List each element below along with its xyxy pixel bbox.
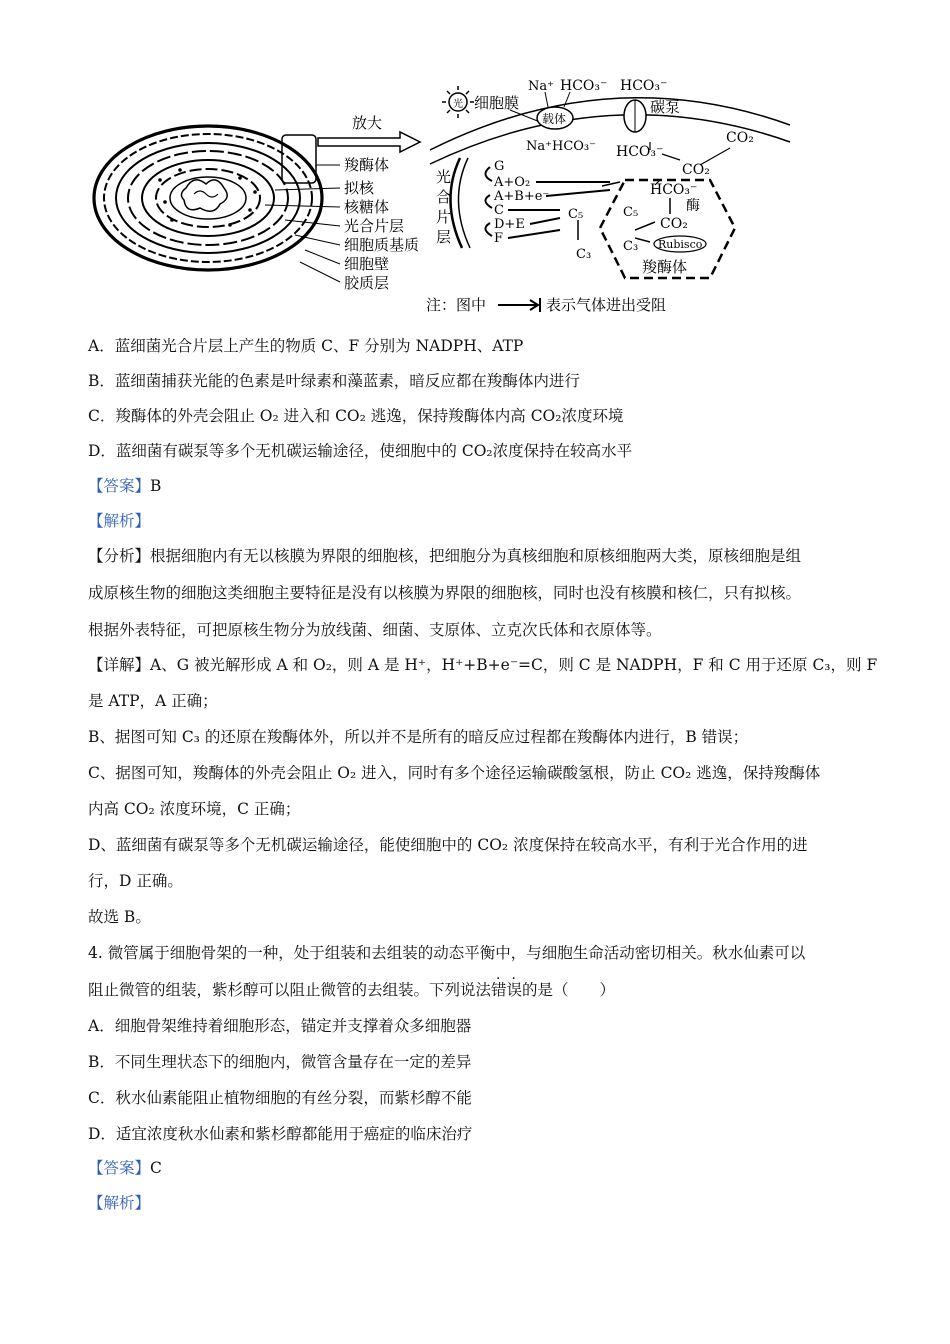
carb-c3-label: C₃ [623, 239, 639, 254]
carboxysome-label: 羧酶体 [642, 258, 688, 276]
cell-label-gel-layer: 胶质层 [344, 274, 390, 292]
photo-item-g: G [494, 159, 505, 174]
photo-item-d-e: D+E [494, 217, 525, 232]
q3-detail-line-4: C、据图可知，羧酶体的外壳会阻止 O₂ 进入，同时有多个途径运输碳酸氢根，防止 CO₂ 逃逸，保持羧酶体 [88, 764, 821, 782]
q3-conclusion: 故选 B。 [88, 908, 151, 926]
c3-left-label: C₃ [576, 247, 592, 262]
q3-fenxi-line-2: 成原核生物的细胞这类细胞主要特征是没有以核膜为界限的细胞核，同时也没有核膜和核仁，只有拟核。 [88, 584, 802, 602]
cell-label-thylakoid: 光合片层 [344, 217, 405, 235]
svg-text:光: 光 [453, 99, 463, 110]
cell-label-ribosome: 核糖体 [344, 198, 390, 216]
c5-left-label: C₅ [568, 207, 584, 222]
q3-option-d: D．蓝细菌有碳泵等多个无机碳运输途径，使细胞中的 CO₂浓度保持在较高水平 [88, 442, 633, 460]
cyanobacteria-figure [90, 70, 850, 320]
q3-analysis-heading [88, 511, 150, 531]
emphasis-char-1: 错 [491, 981, 507, 999]
enzyme-label: 酶 [686, 198, 700, 214]
sun-icon [442, 86, 474, 118]
co2-outside-label: CO₂ [726, 130, 754, 146]
analysis-tag: 【解析】 [88, 512, 151, 530]
q3-answer [88, 476, 161, 496]
q4-stem-paren: 的是（ ） [522, 981, 616, 999]
fenxi-text: 根据细胞内有无以核膜为界限的细胞核，把细胞分为真核细胞和原核细胞两大类，原核细胞是组 [150, 547, 802, 565]
hco3-pump-label: HCO₃⁻ [620, 78, 668, 94]
q3-option-a: A．蓝细菌光合片层上产生的物质 C、F 分别为 NADPH、ATP [88, 337, 524, 355]
hco3-top-label: HCO₃⁻ [560, 78, 608, 94]
q3-fenxi-line-3: 根据外表特征，可把原核生物分为放线菌、细菌、支原体、立克次氏体和衣原体等。 [88, 621, 662, 639]
q3-detail-line-1 [88, 655, 877, 675]
q3-option-b: B．蓝细菌捕获光能的色素是叶绿素和藻蓝素，暗反应都在羧酶体内进行 [88, 372, 580, 390]
answer-value: B [150, 477, 162, 495]
q3-fenxi-line-1 [88, 546, 801, 566]
photo-item-a-b-e: A+B+e⁻ [494, 189, 550, 204]
cell-label-carboxysome: 羧酶体 [344, 156, 390, 174]
q3-option-c: C．羧酶体的外壳会阻止 O₂ 进入和 CO₂ 逃逸，保持羧酶体内高 CO₂浓度环境 [88, 407, 624, 425]
q4-answer-value: C [150, 1159, 162, 1177]
carbon-pump-label: 碳泵 [650, 98, 681, 116]
detail-text: A、G 被光解形成 A 和 O₂，则 A 是 H⁺，H⁺+B+e⁻=C，则 C 是 NADPH，F 和 C 用于还原 C₃，则 F [150, 656, 878, 674]
svg-text:合: 合 [436, 188, 452, 206]
cell-label-nucleoid: 拟核 [344, 179, 375, 197]
q3-detail-line-5: 内高 CO₂ 浓度环境，C 正确； [88, 800, 301, 818]
carb-hco3-label: HCO₃⁻ [650, 182, 698, 198]
carb-co2-label: CO₂ [660, 216, 688, 232]
emphasis-char-2: 误 [506, 981, 523, 999]
q4-option-c: C．秋水仙素能阻止植物细胞的有丝分裂，而紫杉醇不能 [88, 1089, 472, 1107]
svg-text:片: 片 [436, 208, 452, 226]
q3-detail-line-2: 是 ATP，A 正确； [88, 692, 218, 710]
photo-item-c: C [494, 203, 504, 218]
membrane-label: 细胞膜 [474, 94, 520, 112]
figure-diagram [90, 70, 850, 320]
carb-c5-label: C₅ [623, 205, 639, 220]
q3-detail-line-3: B、据图可知 C₃ 的还原在羧酶体外，所以并不是所有的暗反应过程都在羧酶体内进行，B 错误； [88, 728, 749, 746]
blocked-arrow-icon [498, 298, 540, 312]
photo-layer-label [436, 168, 451, 246]
photo-item-a-o2: A+O₂ [494, 175, 531, 190]
photo-item-f: F [494, 231, 504, 246]
q4-answer-tag: 【答案】 [88, 1159, 151, 1177]
q4-answer [88, 1158, 162, 1178]
q4-option-d: D．适宜浓度秋水仙素和紫杉醇都能用于癌症的临床治疗 [88, 1125, 473, 1143]
na-hco3-inner-label: Na⁺HCO₃⁻ [526, 139, 597, 154]
carrier-label: 载体 [542, 112, 567, 126]
fenxi-tag: 【分析】 [88, 547, 151, 565]
q4-option-a: A．细胞骨架维持着细胞形态，锚定并支撑着众多细胞器 [88, 1017, 472, 1035]
q4-stem-text: 阻止微管的组装，紫杉醇可以阻止微管的去组装。下列说法 [88, 981, 492, 999]
q3-detail-line-7: 行，D 正确。 [88, 872, 183, 890]
q4-analysis-tag: 【解析】 [88, 1194, 151, 1212]
hco3-inside-label: HCO₃⁻ [616, 144, 664, 160]
svg-text:层: 层 [436, 228, 452, 246]
cell-label-cell-wall: 细胞壁 [344, 255, 390, 273]
note-text: 表示气体进出受阻 [546, 296, 667, 314]
q4-stem-line-1: 4. 微管属于细胞骨架的一种，处于组装和去组装的动态平衡中，与细胞生命活动密切相关。秋水仙素可以 [88, 944, 806, 962]
svg-text:光: 光 [436, 168, 452, 186]
enlarge-label: 放大 [352, 114, 383, 132]
q4-stem-line-2 [88, 980, 615, 1000]
q4-analysis-heading [88, 1193, 150, 1213]
q3-detail-line-6: D、蓝细菌有碳泵等多个无机碳运输途径，能使细胞中的 CO₂ 浓度保持在较高水平，有利于光合作用的进 [88, 836, 808, 854]
xiangjie-tag: 【详解】 [88, 656, 151, 674]
cell-label-cytoplasm: 细胞质基质 [344, 236, 420, 254]
na-label: Na⁺ [528, 79, 554, 94]
note-label: 注：图中 [426, 296, 487, 314]
co2-middle-label: CO₂ [682, 162, 710, 178]
q4-option-b: B．不同生理状态下的细胞内，微管含量存在一定的差异 [88, 1053, 472, 1071]
rubisco-label: Rubisco [658, 238, 703, 251]
answer-tag: 【答案】 [88, 477, 151, 495]
